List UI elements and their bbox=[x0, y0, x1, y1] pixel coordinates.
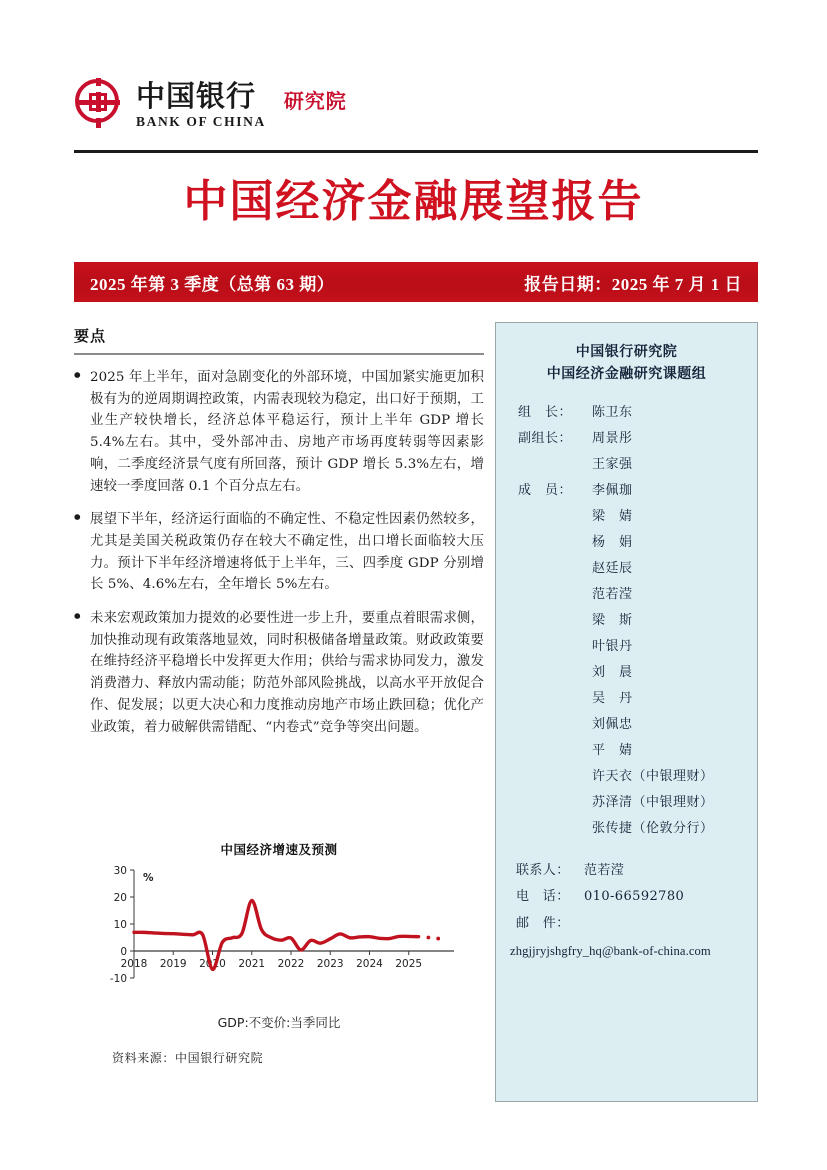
svg-text:2020: 2020 bbox=[199, 958, 226, 970]
section-heading: 要点 bbox=[74, 327, 107, 345]
panel-title bbox=[508, 341, 745, 386]
masthead-divider bbox=[74, 150, 758, 153]
contact-row bbox=[516, 911, 745, 938]
roster-role-label: 组 长： bbox=[518, 404, 573, 420]
roster-member-name: 陈卫东 bbox=[592, 404, 633, 420]
chart-series-caption: GDP:不变价:当季同比 bbox=[217, 1015, 341, 1030]
roster-member-name: 李佩珈 bbox=[592, 482, 633, 498]
roster-row bbox=[518, 738, 745, 764]
roster-row bbox=[518, 504, 745, 530]
roster-row bbox=[518, 582, 745, 608]
roster-row bbox=[518, 790, 745, 816]
masthead bbox=[74, 78, 758, 156]
svg-text:30: 30 bbox=[113, 865, 127, 877]
roster-row bbox=[518, 426, 745, 452]
chart-svg bbox=[94, 860, 464, 1010]
org-line-1: 中国银行研究院 bbox=[575, 344, 678, 360]
roster-row bbox=[518, 686, 745, 712]
roster-member-name: 周景彤 bbox=[592, 430, 633, 446]
contact-block bbox=[516, 858, 745, 938]
gdp-growth-chart bbox=[84, 840, 474, 1066]
roster-row bbox=[518, 478, 745, 504]
org-line-2: 中国经济金融研究课题组 bbox=[546, 366, 707, 383]
chart-plot-area bbox=[94, 860, 464, 1015]
roster-member-name: 刘佩忠 bbox=[592, 716, 633, 732]
body-area bbox=[74, 325, 758, 1125]
section-divider bbox=[74, 353, 484, 355]
highlights-list bbox=[74, 367, 484, 738]
issue-label: 2025 年第 3 季度（总第 63 期） bbox=[90, 274, 335, 294]
svg-text:2025: 2025 bbox=[395, 958, 423, 970]
roster-row bbox=[518, 530, 745, 556]
bank-name-en: BANK OF CHINA bbox=[136, 114, 266, 129]
roster-role-label: 成 员： bbox=[518, 482, 573, 498]
roster-member-name: 吴 丹 bbox=[592, 690, 633, 706]
contact-label: 电 话： bbox=[516, 889, 570, 905]
team-roster bbox=[518, 400, 745, 842]
roster-member-name: 梁 婧 bbox=[592, 508, 633, 524]
report-date: 报告日期：2025 年 7 月 1 日 bbox=[524, 274, 742, 294]
roster-row bbox=[518, 556, 745, 582]
roster-role-label: 副组长： bbox=[518, 430, 573, 446]
roster-row bbox=[518, 764, 745, 790]
svg-text:2024: 2024 bbox=[356, 958, 383, 970]
institute-name: 研究院 bbox=[283, 89, 347, 113]
chart-title: 中国经济增速及预测 bbox=[220, 842, 338, 857]
roster-member-name: 赵廷辰 bbox=[592, 560, 633, 576]
contact-value: 范若滢 bbox=[584, 862, 625, 878]
roster-member-name: 张传捷（伦敦分行） bbox=[592, 820, 714, 836]
svg-text:0: 0 bbox=[120, 946, 127, 958]
list-item: ● 未来宏观政策加力提效的必要性进一步上升，要重点着眼需求侧，加快推动现有政策落地显效，同时积极储备增量政策。财政政策要在维持经济平稳增长中发挥更大作用；供给与需求协同发力，激发消费潜力、释放内需动能；防范外部风险挑战，以高水平开放促合作、促发展；以更大决心和力度推动房地产市场止跌回稳；优化产业政策，着力破解供需错配、“内卷式”竞争等突出问题。 bbox=[74, 608, 484, 738]
contact-row bbox=[516, 858, 745, 885]
roster-member-name: 刘 晨 bbox=[592, 664, 633, 680]
contact-label: 联系人： bbox=[516, 862, 570, 878]
roster-member-name: 叶银丹 bbox=[592, 638, 633, 654]
svg-text:2021: 2021 bbox=[238, 958, 266, 970]
page-title: 中国经济金融展望报告 bbox=[183, 176, 644, 227]
roster-row bbox=[518, 452, 745, 478]
contact-row bbox=[516, 884, 745, 911]
boc-logo-icon bbox=[74, 78, 126, 130]
roster-member-name: 杨 娟 bbox=[592, 534, 633, 550]
svg-text:20: 20 bbox=[113, 892, 127, 904]
roster-row bbox=[518, 608, 745, 634]
svg-text:2023: 2023 bbox=[316, 958, 344, 970]
svg-text:2018: 2018 bbox=[120, 958, 148, 970]
list-item: ● 展望下半年，经济运行面临的不确定性、不稳定性因素仍然较多，尤其是美国关税政策仍存在较大不确定性，出口增长面临较大压力。预计下半年经济增速将低于上半年，三、四季度 GDP 分别增长 5%、4.6%左右，全年增长 5%左右。 bbox=[74, 509, 484, 596]
roster-row bbox=[518, 660, 745, 686]
svg-text:2022: 2022 bbox=[277, 958, 305, 970]
bank-logo bbox=[74, 78, 758, 130]
contact-value: 010-66592780 bbox=[584, 889, 685, 905]
svg-text:%: % bbox=[143, 872, 154, 884]
list-item: ● 2025 年上半年，面对急剧变化的外部环境，中国加紧实施更加积极有为的逆周期调控政策，内需表现较为稳定，出口好于预期，工业生产较快增长，经济总体平稳运行，预计上半年 GDP 增长 5.4%左右。其中，受外部冲击、房地产市场再度转弱等因素影响，二季度经济景气度有所回落，预计 GDP 增长 5.3%左右，增速较一季度回落 0.1 个百分点左右。 bbox=[74, 367, 484, 497]
svg-text:-10: -10 bbox=[109, 973, 127, 985]
contact-label: 邮 件： bbox=[516, 916, 570, 932]
chart-source-note: 资料来源：中国银行研究院 bbox=[112, 1051, 264, 1065]
highlights-column bbox=[74, 325, 484, 1065]
research-team-panel bbox=[495, 322, 758, 1102]
roster-row bbox=[518, 712, 745, 738]
roster-member-name: 许天衣（中银理财） bbox=[592, 768, 714, 784]
roster-member-name: 苏泽清（中银理财） bbox=[592, 794, 714, 810]
bank-name-block bbox=[136, 79, 266, 130]
bank-name-cn: 中国银行 bbox=[136, 79, 257, 113]
roster-row bbox=[518, 816, 745, 842]
roster-member-name: 梁 斯 bbox=[592, 612, 633, 628]
roster-row bbox=[518, 634, 745, 660]
roster-member-name: 平 婧 bbox=[592, 742, 633, 758]
roster-member-name: 王家强 bbox=[592, 456, 633, 472]
roster-member-name: 范若滢 bbox=[592, 586, 633, 602]
svg-text:2019: 2019 bbox=[159, 958, 187, 970]
contact-email: zhgjjryjshgfry_hq@bank-of-china.com bbox=[510, 943, 711, 958]
issue-banner bbox=[74, 262, 758, 302]
svg-text:10: 10 bbox=[113, 919, 127, 931]
roster-row bbox=[518, 400, 745, 426]
